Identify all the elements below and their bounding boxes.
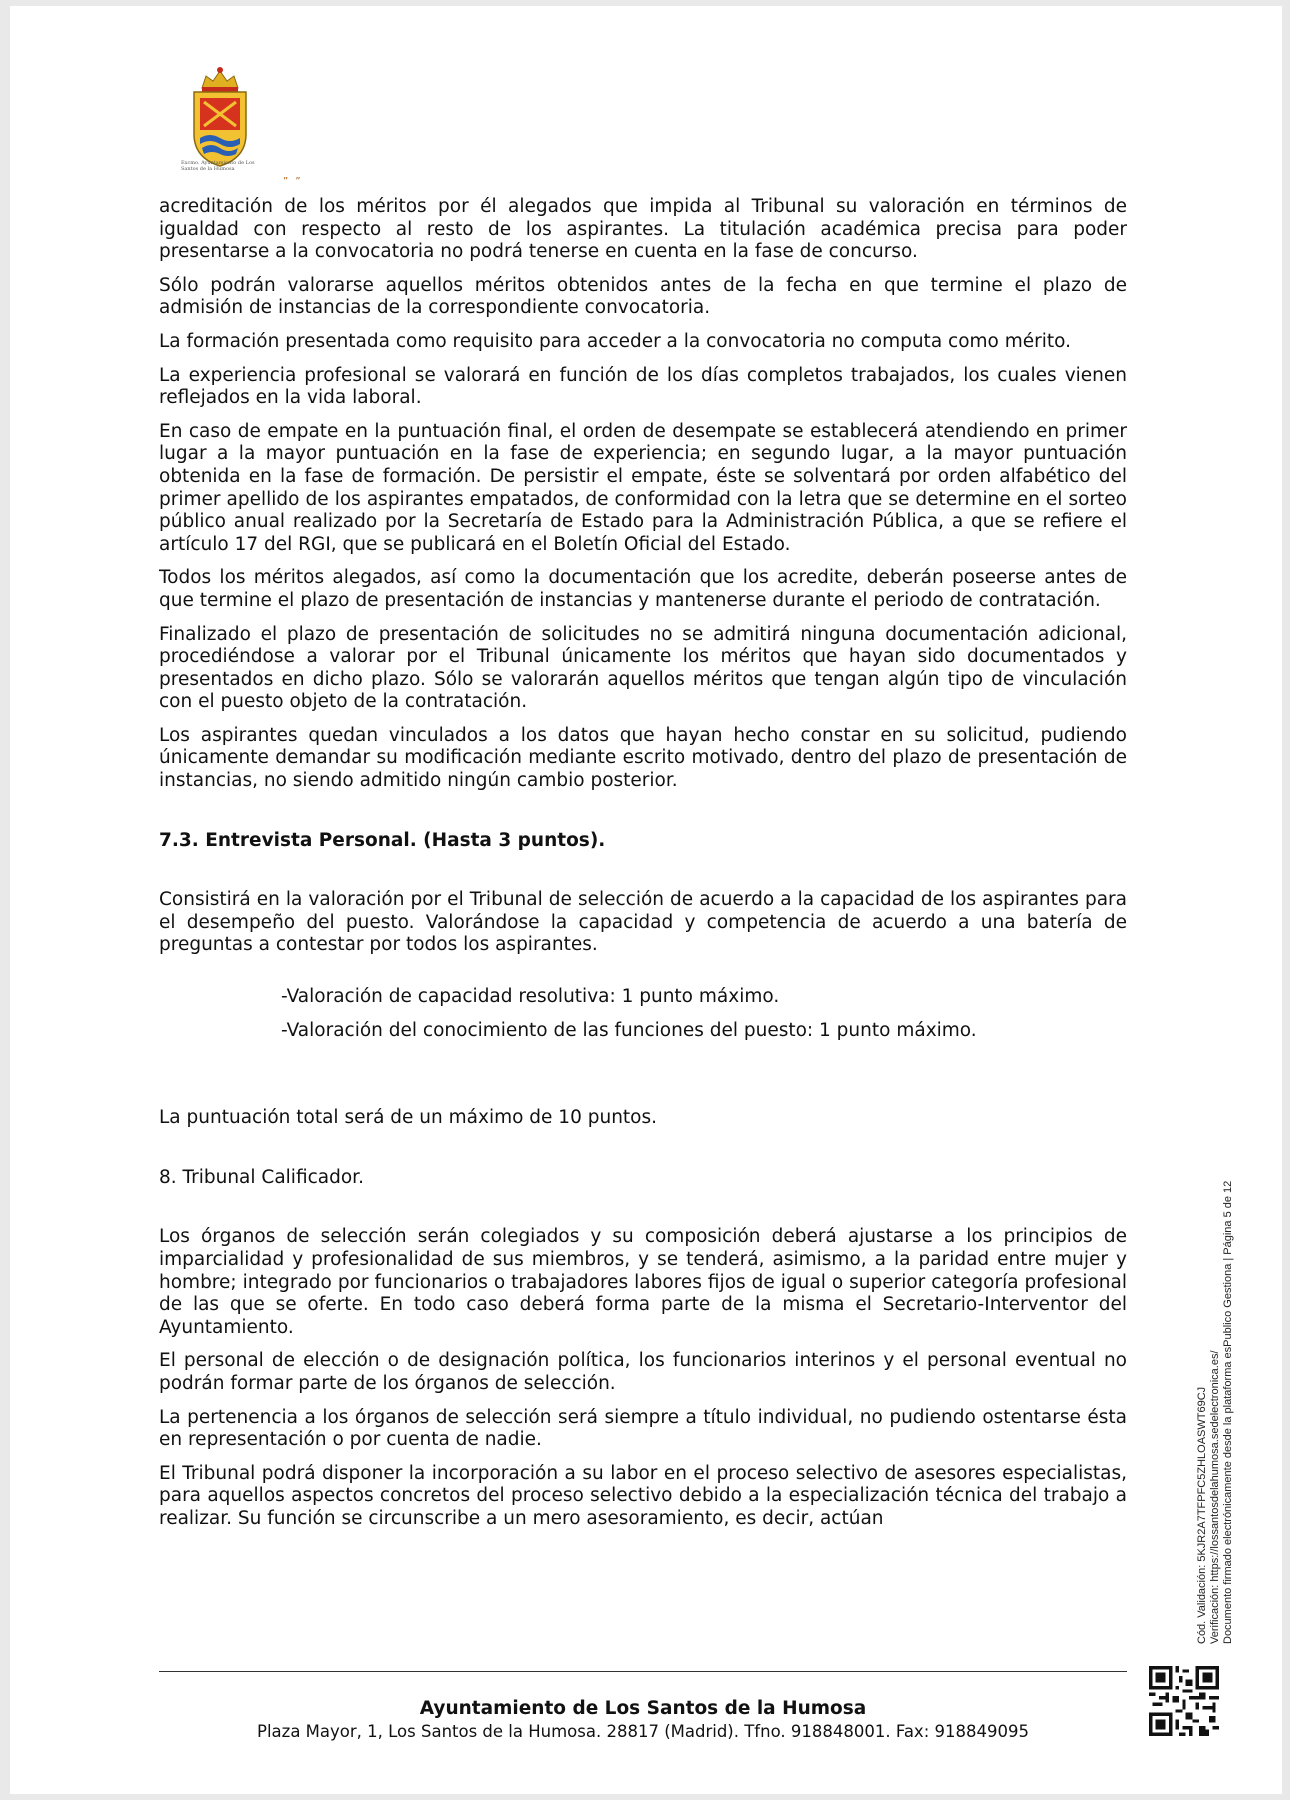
paragraph: La formación presentada como requisito para acceder a la convocatoria no computa como mérito. (159, 330, 1072, 352)
verification-url[interactable]: Verificación: https://lossantosdelahumosa.sedelectronica.es/ (1209, 1350, 1221, 1644)
validation-side-text (1196, 1104, 1235, 1644)
paragraph: La pertenencia a los órganos de selección será siempre a título individual, no pudiendo ostentarse ésta en representación o por cuenta de nadie. (159, 1406, 1127, 1451)
paragraph: En caso de empate en la puntuación final, el orden de desempate se establecerá atendiendo en primer lugar a la mayor puntuación en la fase de experiencia; en segundo lugar, a la mayor puntuación obtenida en la fase de formación. De persistir el empate, éste se solventará por orden alfabético del primer apellido de los aspirantes empatados, de conformidad con la letra que se determine en el sorteo público anual realizado por la Secretaría de Estado para la Administración Pública, a que se refiere el artículo 17 del RGI, que se publicará en el Boletín Oficial del Estado. (159, 420, 1127, 555)
footer-address: Plaza Mayor, 1, Los Santos de la Humosa. 28817 (Madrid). Tfno. 918848001. Fax: 918849095 (257, 1722, 1029, 1741)
signature-note: Documento firmado electrónicamente desde la plataforma esPublico Gestiona | Página 5 de 12 (1222, 1180, 1234, 1644)
paragraph: Todos los méritos alegados, así como la documentación que los acredite, deberán poseerse antes de que termine el plazo de presentación de instancias y mantenerse durante el periodo de contratación. (159, 567, 1127, 611)
paragraph: Los aspirantes quedan vinculados a los datos que hayan hecho constar en su solicitud, pudiendo únicamente demandar su modificación mediante escrito motivado, dentro del plazo de presentación de instancias, no siendo admitido ningún cambio posterior. (159, 724, 1127, 792)
paragraph: acreditación de los méritos por él alegados que impida al Tribunal su valoración en términos de igualdad con respecto al resto de los aspirantes. La titulación académica precisa para poder presentarse a la convocatoria no podrá tenerse en cuenta en la fase de concurso. (159, 196, 1127, 263)
footer-title: Ayuntamiento de Los Santos de la Humosa (419, 1698, 867, 1719)
document-body (159, 196, 1127, 1542)
paragraph: La experiencia profesional se valorará en función de los días completos trabajados, los cuales vienen reflejados en la vida laboral. (159, 364, 1127, 409)
footer-divider (159, 1671, 1127, 1672)
total-score-text: La puntuación total será de un máximo de 10 puntos. (159, 1107, 658, 1129)
paragraph: Sólo podrán valorarse aquellos méritos obtenidos antes de la fecha en que termine el plazo de admisión de instancias de la correspondiente convocatoria. (159, 274, 1127, 319)
paragraph: Finalizado el plazo de presentación de solicitudes no se admitirá ninguna documentación adicional, procediéndose a valorar por el Tribunal únicamente los méritos que hayan sido documentados y presentados en dicho plazo. Sólo se valorarán aquellos méritos que tengan algún tipo de vinculación con el puesto objeto de la contratación. (159, 623, 1127, 713)
section-heading-7-3: 7.3. Entrevista Personal. (Hasta 3 puntos). (159, 829, 606, 851)
list-item: -Valoración de capacidad resolutiva: 1 punto máximo. (281, 986, 780, 1008)
logo-caption: Excmo. Ayuntamiento de Los Santos de la Humosa (181, 160, 255, 172)
paragraph: El Tribunal podrá disponer la incorporación a su labor en el proceso selectivo de asesores especialistas, para aquellos aspectos concretos del proceso selectivo debido a la especialización técnica del trabajo a realizar. Su función se circunscribe a un mero asesoramiento, es decir, actúan (159, 1462, 1127, 1529)
qr-code-icon (1149, 1666, 1219, 1736)
validation-code: Cód. Validación: 5KJR2A7TFPFC5ZHLOASWT69CJ (1196, 1386, 1208, 1644)
list-item: -Valoración del conocimiento de las funciones del puesto: 1 punto máximo. (281, 1019, 977, 1041)
paragraph: Consistirá en la valoración por el Tribunal de selección de acuerdo a la capacidad de los aspirantes para el desempeño del puesto. Valorándose la capacidad y competencia de acuerdo a una batería de preguntas a contestar por todos los aspirantes. (159, 889, 1127, 956)
paragraph: El personal de elección o de designación política, los funcionarios interinos y el personal eventual no podrán formar parte de los órganos de selección. (159, 1350, 1127, 1394)
section-heading-8: 8. Tribunal Calificador. (159, 1166, 364, 1188)
paragraph: Los órganos de selección serán colegiados y su composición deberá ajustarse a los principios de imparcialidad y profesionalidad de sus miembros, y se tenderá, asimismo, a la paridad entre mujer y hombre; integrado por funcionarios o trabajadores labores fijos de igual o superior categoría profesional de las que se oferte. En todo caso deberá forma parte de la misma el Secretario-Interventor del Ayuntamiento. (159, 1226, 1127, 1338)
logo-marks: ” ” (283, 176, 303, 187)
